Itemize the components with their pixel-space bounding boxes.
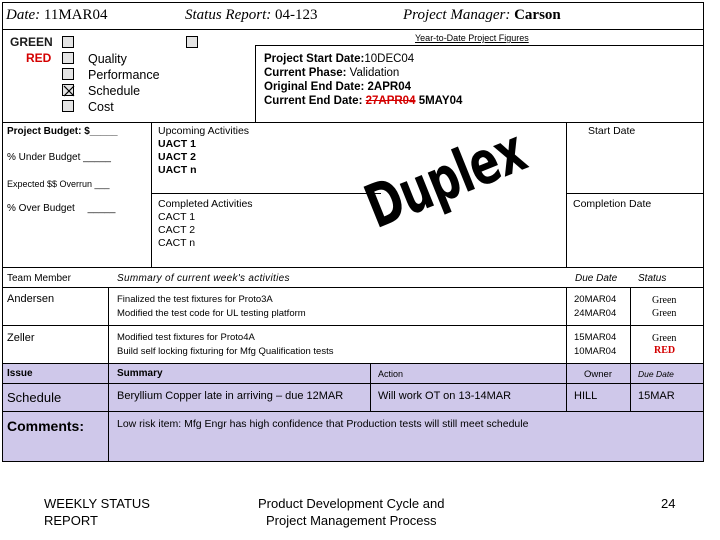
check-x-icon <box>63 85 75 97</box>
issue-row-issue: Schedule <box>7 390 62 405</box>
completion-date-header: Completion Date <box>573 198 652 210</box>
green-checkbox-header-2[interactable] <box>186 36 198 48</box>
green-checkbox-header[interactable] <box>62 36 74 48</box>
team-row-2-status-1: Green <box>652 333 677 344</box>
issues-col-border-3 <box>566 363 567 411</box>
page-number: 24 <box>661 496 676 511</box>
team-row-1-status-2: Green <box>652 308 677 319</box>
budget-column-border <box>151 122 152 267</box>
issues-col-border-4 <box>630 363 631 411</box>
upcoming-item-3: UACT n <box>158 164 197 176</box>
section-divider-2 <box>2 267 704 268</box>
new-end-date: 5MAY04 <box>418 95 463 107</box>
issues-col-border-1 <box>108 363 109 462</box>
comments-text: Low risk item: Mfg Engr has high confidence that Production tests will still meet schedule <box>117 418 529 430</box>
footer-left-line-1: WEEKLY STATUS <box>44 496 150 511</box>
team-row-2-status-2: RED <box>654 345 676 356</box>
date-column-border <box>566 122 567 267</box>
issue-header: Issue <box>7 368 33 379</box>
upcoming-activities-title: Upcoming Activities <box>158 125 250 137</box>
issue-due-header: Due Date <box>638 369 674 379</box>
team-row-2-date-1: 15MAR04 <box>574 332 617 343</box>
legend-item-cost: Cost <box>88 100 114 114</box>
status-report-label: Status Report: 04-123 <box>185 7 318 23</box>
upcoming-item-1: UACT 1 <box>158 138 196 150</box>
ytd-title: Year-to-Date Project Figures <box>415 33 529 43</box>
team-row-1-activity-2: Modified the test code for UL testing platform <box>117 308 306 319</box>
issue-row-due: 15MAR <box>638 390 675 402</box>
team-row-2-date-2: 10MAR04 <box>574 346 617 357</box>
current-phase: Current Phase: Validation <box>264 67 400 79</box>
team-row-divider <box>2 325 704 326</box>
current-end-date: Current End Date: 27APR04 5MAY04 <box>264 95 463 107</box>
team-row-2-activity-1: Modified test fixtures for Proto4A <box>117 332 255 343</box>
issue-summary-header: Summary <box>117 368 163 379</box>
completed-item-3: CACT n <box>158 237 196 249</box>
footer-center-line-2: Project Management Process <box>266 513 437 528</box>
under-budget: % Under Budget _____ <box>7 152 111 163</box>
legend-red-label: RED <box>26 51 52 65</box>
expected-overrun: Expected $$ Overrun ___ <box>7 179 110 189</box>
project-info-left-border <box>255 45 256 122</box>
summary-header: Summary of current week's activities <box>117 273 290 284</box>
team-row-1-activity-1: Finalized the test fixtures for Proto3A <box>117 294 273 305</box>
team-row-1-member: Andersen <box>7 293 55 305</box>
team-row-1-date-1: 20MAR04 <box>574 294 617 305</box>
over-budget: % Over Budget _____ <box>7 203 116 214</box>
upcoming-completed-divider-right <box>566 193 704 194</box>
issue-row-summary: Beryllium Copper late in arriving – due 12MAR <box>117 390 344 402</box>
legend-item-quality: Quality <box>88 52 127 66</box>
issue-row-owner: HILL <box>574 390 598 402</box>
date-label: Date: 11MAR04 <box>6 7 108 23</box>
team-row-2-member: Zeller <box>7 332 35 344</box>
footer-left-line-2: REPORT <box>44 513 98 528</box>
date-value: 11MAR04 <box>43 7 108 23</box>
due-date-header: Due Date <box>575 273 618 284</box>
performance-checkbox[interactable] <box>62 68 74 80</box>
legend-green-label: GREEN <box>10 35 53 49</box>
completed-item-1: CACT 1 <box>158 211 196 223</box>
section-divider-1 <box>2 122 704 123</box>
issue-row-action: Will work OT on 13-14MAR <box>378 390 512 402</box>
status-report-value: 04-123 <box>275 7 318 23</box>
upcoming-completed-divider <box>151 193 381 194</box>
original-end-date: Original End Date: 2APR04 <box>264 81 411 93</box>
start-date-header: Start Date <box>588 125 636 137</box>
legend-item-performance: Performance <box>88 68 160 82</box>
team-row-1-status-1: Green <box>652 295 677 306</box>
project-info-top-border <box>255 45 704 46</box>
project-start-date: Project Start Date:10DEC04 <box>264 53 415 65</box>
team-member-header: Team Member <box>7 273 71 284</box>
legend-item-schedule: Schedule <box>88 84 141 98</box>
completed-item-2: CACT 2 <box>158 224 196 236</box>
status-header: Status <box>638 273 667 284</box>
duplex-watermark: Duplex <box>355 115 536 243</box>
project-budget: Project Budget: $_____ <box>7 126 118 137</box>
cost-checkbox[interactable] <box>62 100 74 112</box>
quality-checkbox[interactable] <box>62 52 74 64</box>
team-row-1-date-2: 24MAR04 <box>574 308 617 319</box>
issues-col-border-2 <box>370 363 371 411</box>
completed-activities-title: Completed Activities <box>158 198 253 210</box>
project-manager-label: Project Manager: Carson <box>403 7 561 23</box>
comments-label: Comments: <box>7 418 85 434</box>
schedule-checkbox-checked[interactable] <box>62 84 74 96</box>
upcoming-item-2: UACT 2 <box>158 151 196 163</box>
issue-action-header: Action <box>378 369 404 379</box>
issue-owner-header: Owner <box>584 369 612 380</box>
footer-center-line-1: Product Development Cycle and <box>258 496 445 511</box>
team-row-2-activity-2: Build self locking fixturing for Mfg Qualification tests <box>117 346 334 357</box>
header-divider <box>2 29 704 30</box>
project-manager-value: Carson <box>514 7 561 23</box>
struck-end-date: 27APR04 <box>365 95 416 107</box>
